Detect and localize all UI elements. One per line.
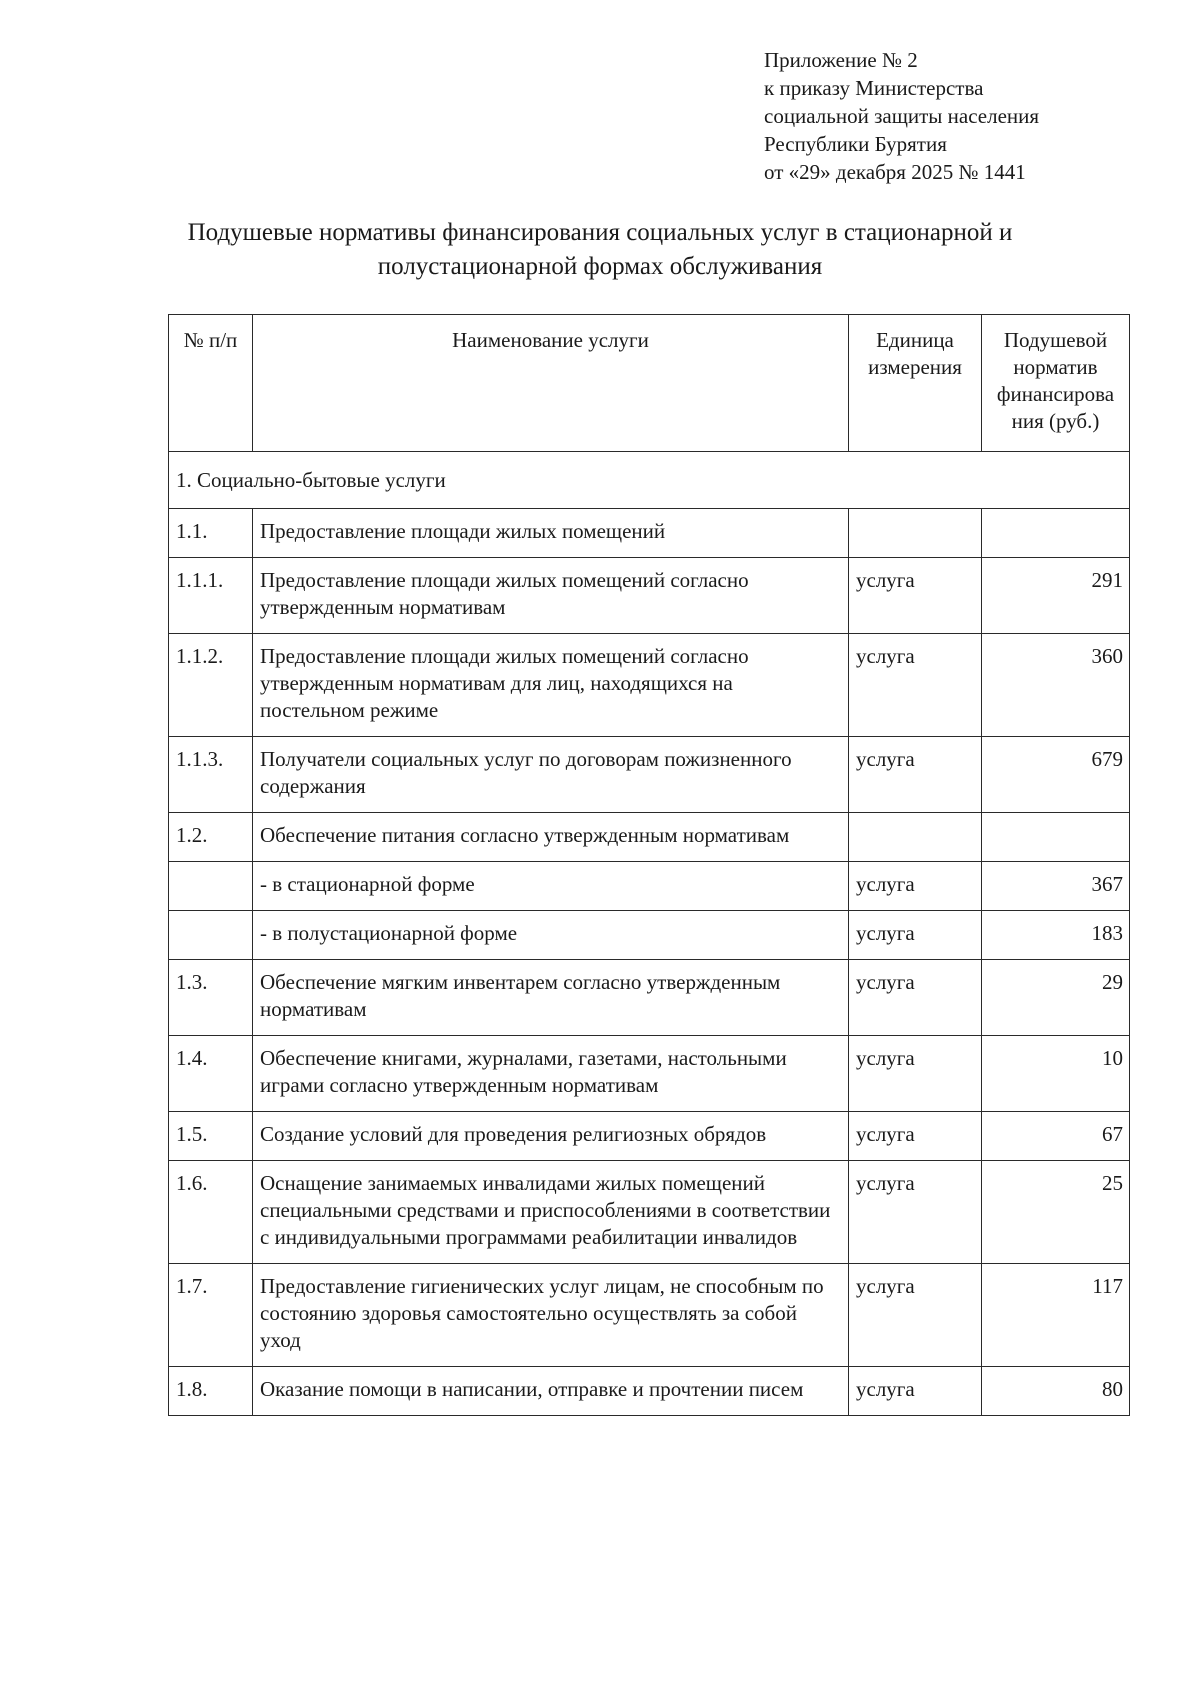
row-num-cell: 1.3. [169, 960, 253, 1036]
row-unit-cell: услуга [849, 1264, 982, 1367]
row-service-name-cell: Предоставление площади жилых помещений согласно утвержденным нормативам [253, 558, 849, 634]
table-row [169, 1036, 1130, 1112]
row-unit-cell: услуга [849, 1112, 982, 1161]
row-num-cell: 1.6. [169, 1161, 253, 1264]
row-unit-cell: услуга [849, 960, 982, 1036]
table-row [169, 862, 1130, 911]
row-value-cell: 10 [982, 1036, 1130, 1112]
row-unit-cell: услуга [849, 1367, 982, 1416]
header-num: № п/п [169, 315, 253, 452]
row-service-name-cell: Предоставление гигиенических услуг лицам, не способным по состоянию здоровья самостоятельно осуществлять за собой уход [253, 1264, 849, 1367]
row-num-cell: 1.1.2. [169, 634, 253, 737]
row-value-cell: 25 [982, 1161, 1130, 1264]
row-service-name-cell: Оказание помощи в написании, отправке и прочтении писем [253, 1367, 849, 1416]
row-value-cell: 29 [982, 960, 1130, 1036]
row-service-name-cell: Обеспечение книгами, журналами, газетами, настольными играми согласно утвержденным нормативам [253, 1036, 849, 1112]
row-service-name-cell: Получатели социальных услуг по договорам пожизненного содержания [253, 737, 849, 813]
row-service-name-cell: Оснащение занимаемых инвалидами жилых помещений специальными средствами и приспособлениями в соответствии с индивидуальными программами реабилитации инвалидов [253, 1161, 849, 1264]
row-service-name-cell: Создание условий для проведения религиозных обрядов [253, 1112, 849, 1161]
row-num-cell: 1.1. [169, 509, 253, 558]
header-value: Подушевой норматив финансирова ния (руб.) [982, 315, 1130, 452]
header-service-name: Наименование услуги [253, 315, 849, 452]
row-value-cell: 80 [982, 1367, 1130, 1416]
row-unit-cell: услуга [849, 558, 982, 634]
ministry-line: социальной защиты населения [764, 104, 1040, 128]
row-value-cell: 183 [982, 911, 1130, 960]
row-unit-cell: услуга [849, 737, 982, 813]
republic-line: Республики Бурятия [764, 132, 947, 156]
section-row [169, 452, 1130, 509]
row-unit-cell [849, 509, 982, 558]
row-num-cell: 1.4. [169, 1036, 253, 1112]
order-date-line: от «29» декабря 2025 № 1441 [764, 160, 1026, 184]
table-row [169, 911, 1130, 960]
row-service-name-cell: - в полустационарной форме [253, 911, 849, 960]
row-num-cell: 1.1.3. [169, 737, 253, 813]
funding-norms-table [168, 314, 1130, 1416]
row-num-cell [169, 911, 253, 960]
table-row [169, 1112, 1130, 1161]
row-num-cell: 1.7. [169, 1264, 253, 1367]
table-row [169, 960, 1130, 1036]
table-row [169, 1367, 1130, 1416]
row-service-name-cell: Предоставление площади жилых помещений [253, 509, 849, 558]
title-line-1: Подушевые нормативы финансирования социальных услуг в стационарной и [187, 219, 1013, 246]
section-title: 1. Социально-бытовые услуги [169, 452, 1130, 509]
row-service-name-cell: Обеспечение питания согласно утвержденным нормативам [253, 813, 849, 862]
row-value-cell: 117 [982, 1264, 1130, 1367]
table-header-row [169, 315, 1130, 452]
table-row [169, 1161, 1130, 1264]
row-num-cell [169, 862, 253, 911]
appendix-label: Приложение № 2 [764, 48, 918, 72]
document-title [150, 216, 1050, 284]
row-unit-cell: услуга [849, 911, 982, 960]
title-line-2: полустационарной формах обслуживания [377, 253, 823, 280]
row-value-cell: 67 [982, 1112, 1130, 1161]
order-line: к приказу Министерства [764, 76, 984, 100]
row-value-cell [982, 813, 1130, 862]
header-unit: Единица измерения [849, 315, 982, 452]
row-value-cell: 367 [982, 862, 1130, 911]
table-row [169, 1264, 1130, 1367]
row-service-name-cell: - в стационарной форме [253, 862, 849, 911]
row-service-name-cell: Предоставление площади жилых помещений согласно утвержденным нормативам для лиц, находящихся на постельном режиме [253, 634, 849, 737]
row-num-cell: 1.5. [169, 1112, 253, 1161]
table-row [169, 558, 1130, 634]
row-unit-cell: услуга [849, 634, 982, 737]
row-unit-cell: услуга [849, 1161, 982, 1264]
table-row [169, 813, 1130, 862]
row-num-cell: 1.8. [169, 1367, 253, 1416]
table-row [169, 737, 1130, 813]
row-value-cell: 291 [982, 558, 1130, 634]
row-unit-cell: услуга [849, 862, 982, 911]
row-value-cell [982, 509, 1130, 558]
row-unit-cell: услуга [849, 1036, 982, 1112]
table-row [169, 509, 1130, 558]
table-body [169, 509, 1130, 1416]
row-num-cell: 1.1.1. [169, 558, 253, 634]
order-reference-block [764, 46, 1039, 186]
row-value-cell: 360 [982, 634, 1130, 737]
table-row [169, 634, 1130, 737]
row-value-cell: 679 [982, 737, 1130, 813]
row-num-cell: 1.2. [169, 813, 253, 862]
row-service-name-cell: Обеспечение мягким инвентарем согласно утвержденным нормативам [253, 960, 849, 1036]
row-unit-cell [849, 813, 982, 862]
